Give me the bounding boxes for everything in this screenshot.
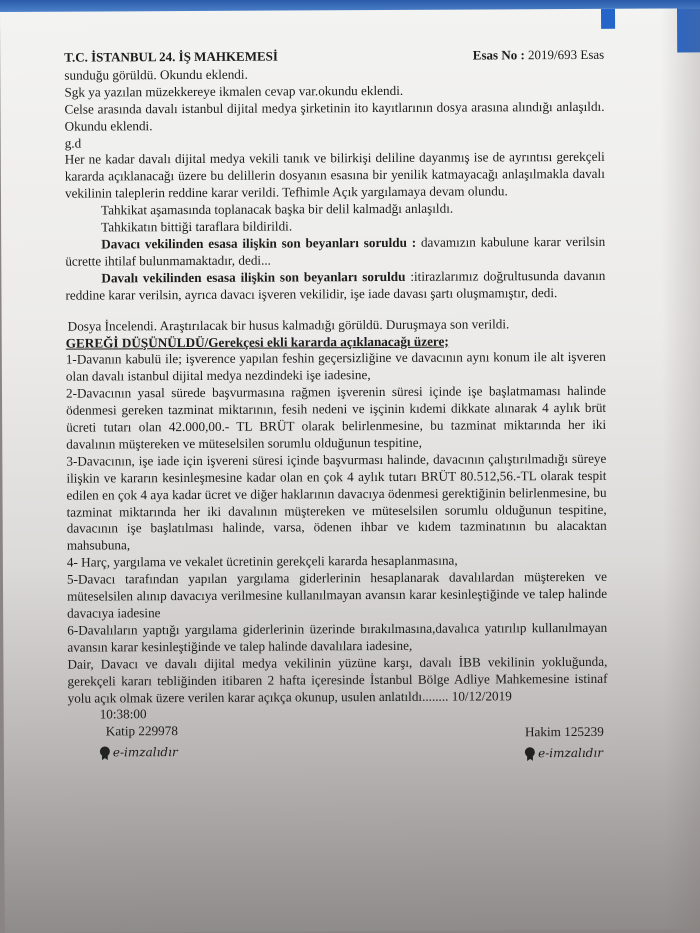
court-name: T.C. İSTANBUL 24. İŞ MAHKEMESİ <box>64 48 278 65</box>
defendant-statement <box>65 268 605 305</box>
statement-label: Davacı vekilinden esasa ilişkin son beyanları soruldu : <box>101 234 417 252</box>
ruling-item: 3-Davacının, işe iade için işvereni süresi içinde başvurması halinde, davacının çalıştırılmadığı süreye ilişkin ve kararın kesinleşmesine kadar olan en çok 4 aylık tutarı BRÜT 80.512,56.-TL olarak tespit edilen en çok 4 aya kadar ücret ve diğer haklarının davacıya ödenmesi gerektiğinin belirlenmesine, bu tazminat miktarında her iki davalının müştereken ve müteselsilen sorumlu olduğunun tespitine, davacının işe başlatılması halinde, varsa, ödenen ihbar ve kıdem tazminatının bu alacaktan mahsubuna, <box>66 450 607 554</box>
ruling-item: 4- Harç, yargılama ve vekalet ücretinin gerekçeli kararda hesaplanmasına, <box>66 552 458 570</box>
document-page <box>0 8 700 933</box>
judge-id: Hakim 125239 <box>524 724 604 740</box>
paragraph: Tahkikat aşamasında toplanacak başka bir delil kalmadğı anlaşıldı. <box>100 200 454 218</box>
binder-tab <box>677 8 700 52</box>
judge-signature <box>525 724 608 762</box>
signature-block <box>68 704 608 765</box>
statement-text: davamızın kabulune karar verilsin ücrette ihtilaf bulunmamaktadır, dedi... <box>65 233 606 269</box>
paragraph: Celse arasında davalı istanbul dijital medya şirketinin ito kayıtlarının dosya arasına alındığı anlaşıldı. Okundu eklendi. <box>64 98 605 134</box>
court-record <box>64 45 608 765</box>
ruling-heading-text: GEREĞİ DÜŞÜNÜLDÜ/Gerekçesi ekli kararda açıklanacağı üzere; <box>65 333 449 351</box>
case-number-value: 2019/693 Esas <box>527 46 605 63</box>
rosette-seal-icon <box>525 747 535 761</box>
paragraph: Her ne kadar davalı dijital medya vekili tanık ve bilirkişi deliline dayanmış ise de ayrıntısı gerekçeli kararda açıklanacağı üzere bu delillerin dosyanın esasına bir yenilik katmayacağı anlaşılmakla davalı vekilinin taleplerin reddine karar verildi. Tefhimle Açık yargılamaya devam olundu. <box>64 149 605 201</box>
document-header <box>64 47 604 67</box>
e-signature-text: e-imzalıdır <box>112 745 178 760</box>
ruling-item: 1-Davanın kabulü ile; işverence yapılan feshin geçersizliğine ve davacının aynı konum ile alt işveren olan davalı istanbul dijital medya nezdindeki işe iadesine, <box>65 349 606 384</box>
e-signature <box>100 744 178 761</box>
ruling-item: 2-Davacının yasal sürede başvurmasına rağmen işverenin süresi içinde işe başlatmaması halinde ödenmesi gereken tazminat miktarının, fesih nedeni ve işçinin kıdemi dikkate alınarak 4 aylık brüt ücreti tutarı olan 42.000,00.- TL BRÜT olarak belirlenmesine, bu tazminat miktarında her iki davalının müştereken ve müteselsilen sorumlu olduğunun tespitine, <box>65 383 607 452</box>
statement-label: Davalı vekilinden esasa ilişkin son beyanları soruldu <box>101 268 406 286</box>
case-number-label: Esas No : <box>472 47 525 63</box>
paragraph: Sgk ya yazılan müzekkereye ikmalen cevap var.okundu eklendi. <box>64 82 404 100</box>
case-number <box>473 47 605 65</box>
paragraph: Tahkikatın bittiği taraflara bildirildi. <box>101 218 293 235</box>
paragraph: Dosya İncelendi. Araştırılacak bir husus kalmadığı görüldü. Duruşmaya son verildi. <box>67 315 510 334</box>
paragraph: g.d <box>64 135 82 151</box>
ruling-item: 6-Davalıların yaptığı yargılama giderlerinin üzerinde bırakılmasına,davalıca yatırılıp kullanılmayan avansın karar kesinleştiğinde ve talep halinde davalılara iadesine, <box>67 619 608 655</box>
rosette-seal-icon <box>100 746 110 760</box>
e-signature-text: e-imzalıdır <box>538 746 603 761</box>
plaintiff-statement <box>65 234 605 271</box>
clerk-signature <box>68 707 178 765</box>
statement-text: :itirazlarımız doğrultusunda davanın reddine karar verilsin, ayrıca davacı işveren vekilidir, işe iade davası şartı oluşmamıştır, dedi. <box>65 267 606 303</box>
closing-paragraph: Dair, Davacı ve davalı dijital medya vekilinin yüzüne karşı, davalı İBB vekilinin yokluğunda, gerekçeli kararı tebliğinden itibaren 2 hafta içeresinde İstanbul Bölge Adliye Mahkemesine istinaf yolu açık olmak üzere verilen karar açıkça okunup, usulen anlatıldı........ 10/12/2019 <box>67 653 608 706</box>
ruling-item: 5-Davacı tarafından yapılan yargılama giderlerinin hesaplanarak davalılardan müştereken ve müteselsilen alınıp davacıya verilmesine kullanılmayan avansın karar kesinleştiğinde ve talep halinde davacıya iadesine <box>66 569 608 621</box>
timestamp: 10:38:00 <box>99 706 147 722</box>
e-signature <box>525 745 604 762</box>
binder-tab <box>601 9 615 29</box>
clerk-id: Katip 229978 <box>105 723 178 739</box>
paragraph: sunduğu görüldü. Okundu eklendi. <box>64 66 248 83</box>
